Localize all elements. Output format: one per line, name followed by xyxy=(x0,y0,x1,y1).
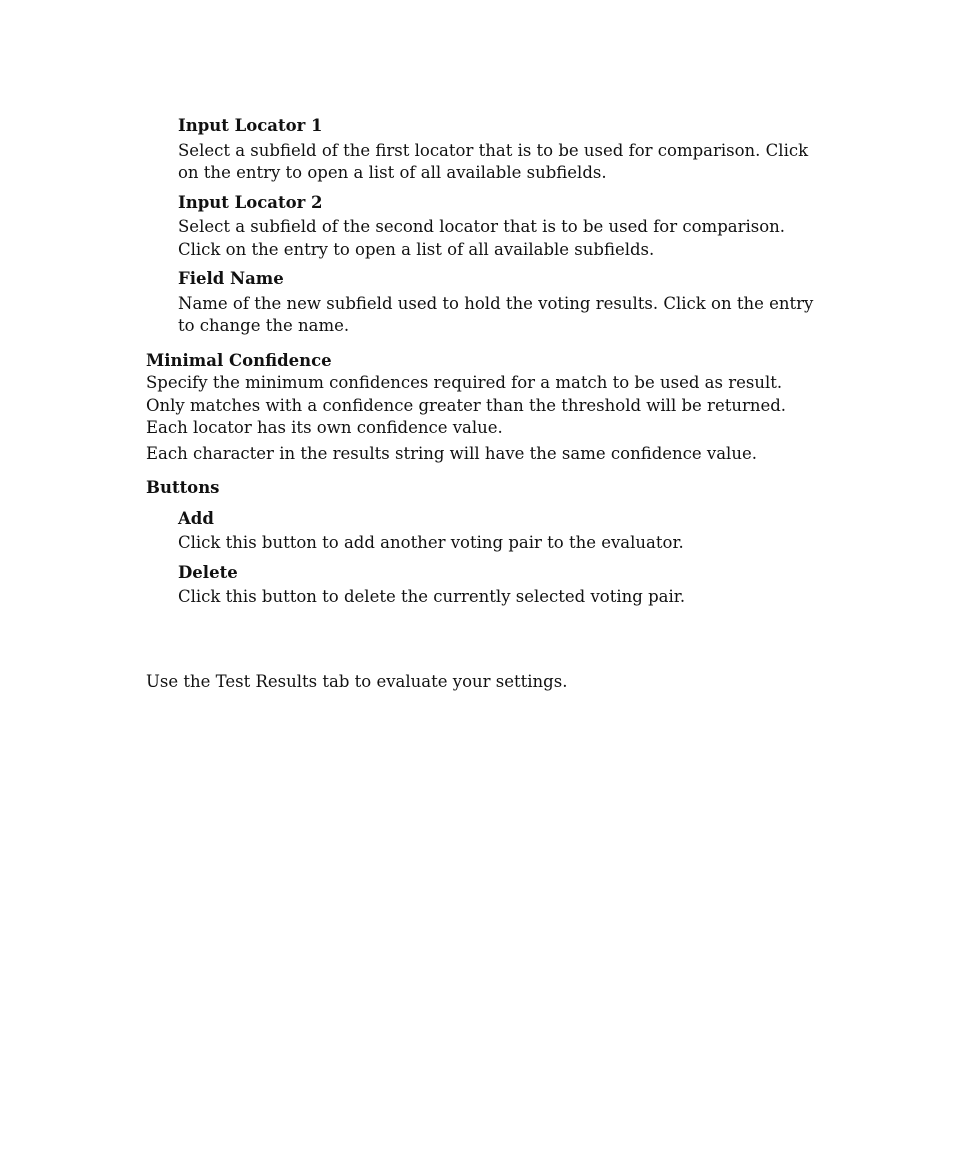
input-locator-2-description: Select a subfield of the second locator that is to be used for comparison. Click on the entry to open a list of all available subfields. xyxy=(178,217,786,259)
minimal-confidence-paragraph-1: Specify the minimum confidences required for a match to be used as result. Only matches with a confidence greater than the threshold will be returned. Each locator has its own confidence value. xyxy=(146,373,787,437)
add-button-entry xyxy=(178,508,826,555)
add-button-term: Add xyxy=(178,508,214,528)
test-results-note: Use the Test Results tab to evaluate your settings. xyxy=(146,671,568,691)
delete-button-description: Click this button to delete the currently selected voting pair. xyxy=(178,587,686,606)
input-locator-2-term: Input Locator 2 xyxy=(178,192,323,212)
field-name-description: Name of the new subfield used to hold the voting results. Click on the entry to change the name. xyxy=(178,293,814,335)
minimal-confidence-paragraph-2: Each character in the results string will have the same confidence value. xyxy=(146,443,757,463)
input-locator-1-entry xyxy=(178,115,826,185)
minimal-confidence-entry xyxy=(146,350,826,466)
document-content xyxy=(146,115,826,693)
input-locator-1-description: Select a subfield of the first locator that is to be used for comparison. Click on the entry to open a list of all available subfields. xyxy=(178,140,809,182)
buttons-term: Buttons xyxy=(146,478,220,497)
field-name-entry xyxy=(178,268,826,338)
delete-button-entry xyxy=(178,562,826,609)
delete-button-term: Delete xyxy=(178,562,238,582)
buttons-entry xyxy=(146,477,826,609)
input-locator-1-term: Input Locator 1 xyxy=(178,116,323,135)
input-locator-2-entry xyxy=(178,192,826,262)
minimal-confidence-term: Minimal Confidence xyxy=(146,350,332,370)
field-name-term: Field Name xyxy=(178,269,284,288)
add-button-description: Click this button to add another voting pair to the evaluator. xyxy=(178,533,684,552)
